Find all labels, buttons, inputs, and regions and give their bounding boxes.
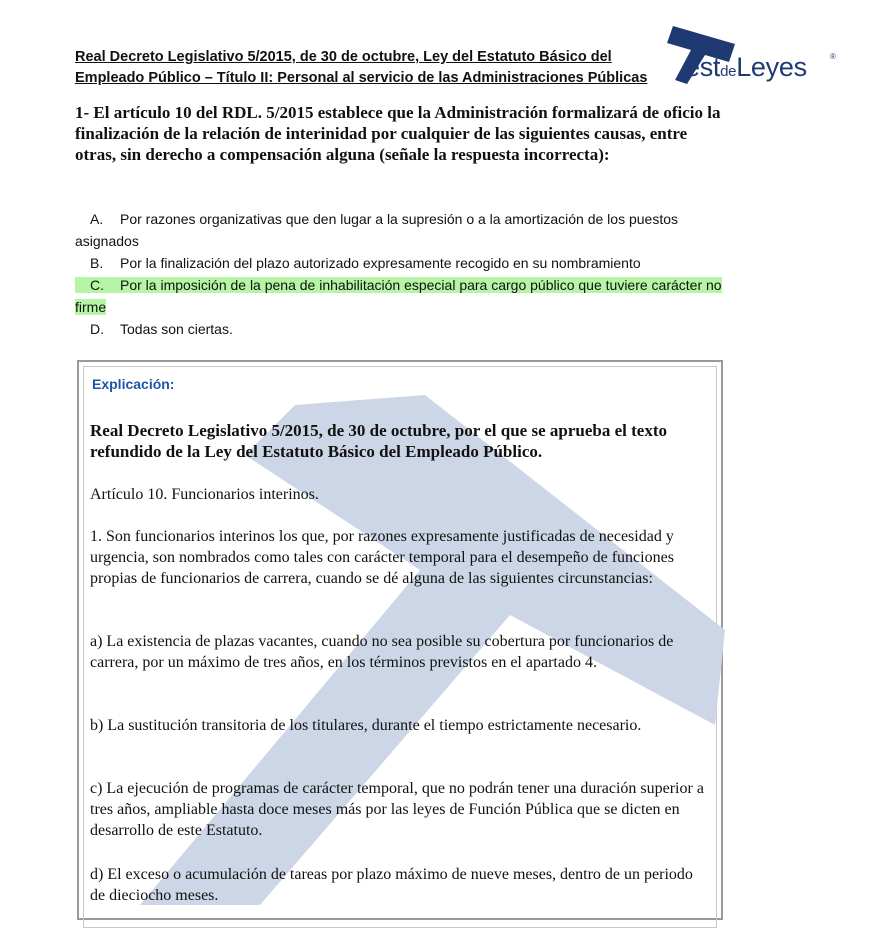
item-b: b) La sustitución transitoria de los titulares, durante el tiempo estrictamente necesario. [90, 717, 642, 734]
logo-text: estdeLeyes [685, 52, 807, 82]
option-text: Todas son ciertas. [120, 321, 233, 337]
testdeleyes-logo [655, 12, 855, 92]
option-letter: D. [90, 321, 104, 337]
option-d[interactable] [75, 318, 725, 340]
law-title: Real Decreto Legislativo 5/2015, de 30 de octubre, por el que se aprueba el texto refundido de la Ley del Estatuto Básico del Empleado Público. [90, 421, 667, 461]
question-text: 1- El artículo 10 del RDL. 5/2015 establece que la Administración formalizará de oficio la finalización de la relación de interinidad por cualquier de las siguientes causas, entre otras, sin derecho a compensación alguna (señale la respuesta incorrecta): [75, 103, 721, 164]
answer-options [75, 208, 725, 340]
option-letter: B. [90, 255, 104, 271]
item-c: c) La ejecución de programas de carácter temporal, que no podrán tener una duración superior a tres años, ampliable hasta doce meses más por las leyes de Función Pública que se dicten en desarrollo de este Estatuto. [90, 780, 704, 839]
explanation-label: Explicación: [92, 376, 175, 392]
option-letter: C. [90, 277, 104, 293]
option-a[interactable] [75, 208, 725, 252]
option-b[interactable] [75, 252, 725, 274]
option-text: Por la finalización del plazo autorizado expresamente recogido en su nombramiento [120, 255, 641, 271]
option-text: Por razones organizativas que den lugar a la supresión o a la amortización de los puestos asignados [75, 211, 678, 249]
item-a: a) La existencia de plazas vacantes, cuando no sea posible su cobertura por funcionarios de carrera, por un máximo de tres años, en los términos previstos en el apartado 4. [90, 633, 674, 671]
option-text-highlighted: Por la imposición de la pena de inhabilitación especial para cargo público que tuviere carácter no firme [75, 277, 722, 315]
paragraph-1: 1. Son funcionarios interinos los que, por razones expresamente justificadas de necesidad y urgencia, son nombrados como tales con carácter temporal para el desempeño de funciones propias de funcionarios de carrera, cuando se dé alguna de las siguientes circunstancias: [90, 528, 674, 587]
article-heading: Artículo 10. Funcionarios interinos. [90, 486, 319, 503]
registered-mark: ® [830, 52, 836, 61]
title-line-1: Real Decreto Legislativo 5/2015, de 30 de octubre, Ley del Estatuto Básico del [75, 49, 612, 65]
title-line-2: Empleado Público – Título II: Personal al servicio de las Administraciones Públicas [75, 70, 648, 86]
item-d: d) El exceso o acumulación de tareas por plazo máximo de nueve meses, dentro de un periodo de dieciocho meses. [90, 866, 693, 904]
option-letter: A. [90, 211, 104, 227]
option-c[interactable] [75, 274, 725, 318]
document-title [75, 47, 655, 89]
